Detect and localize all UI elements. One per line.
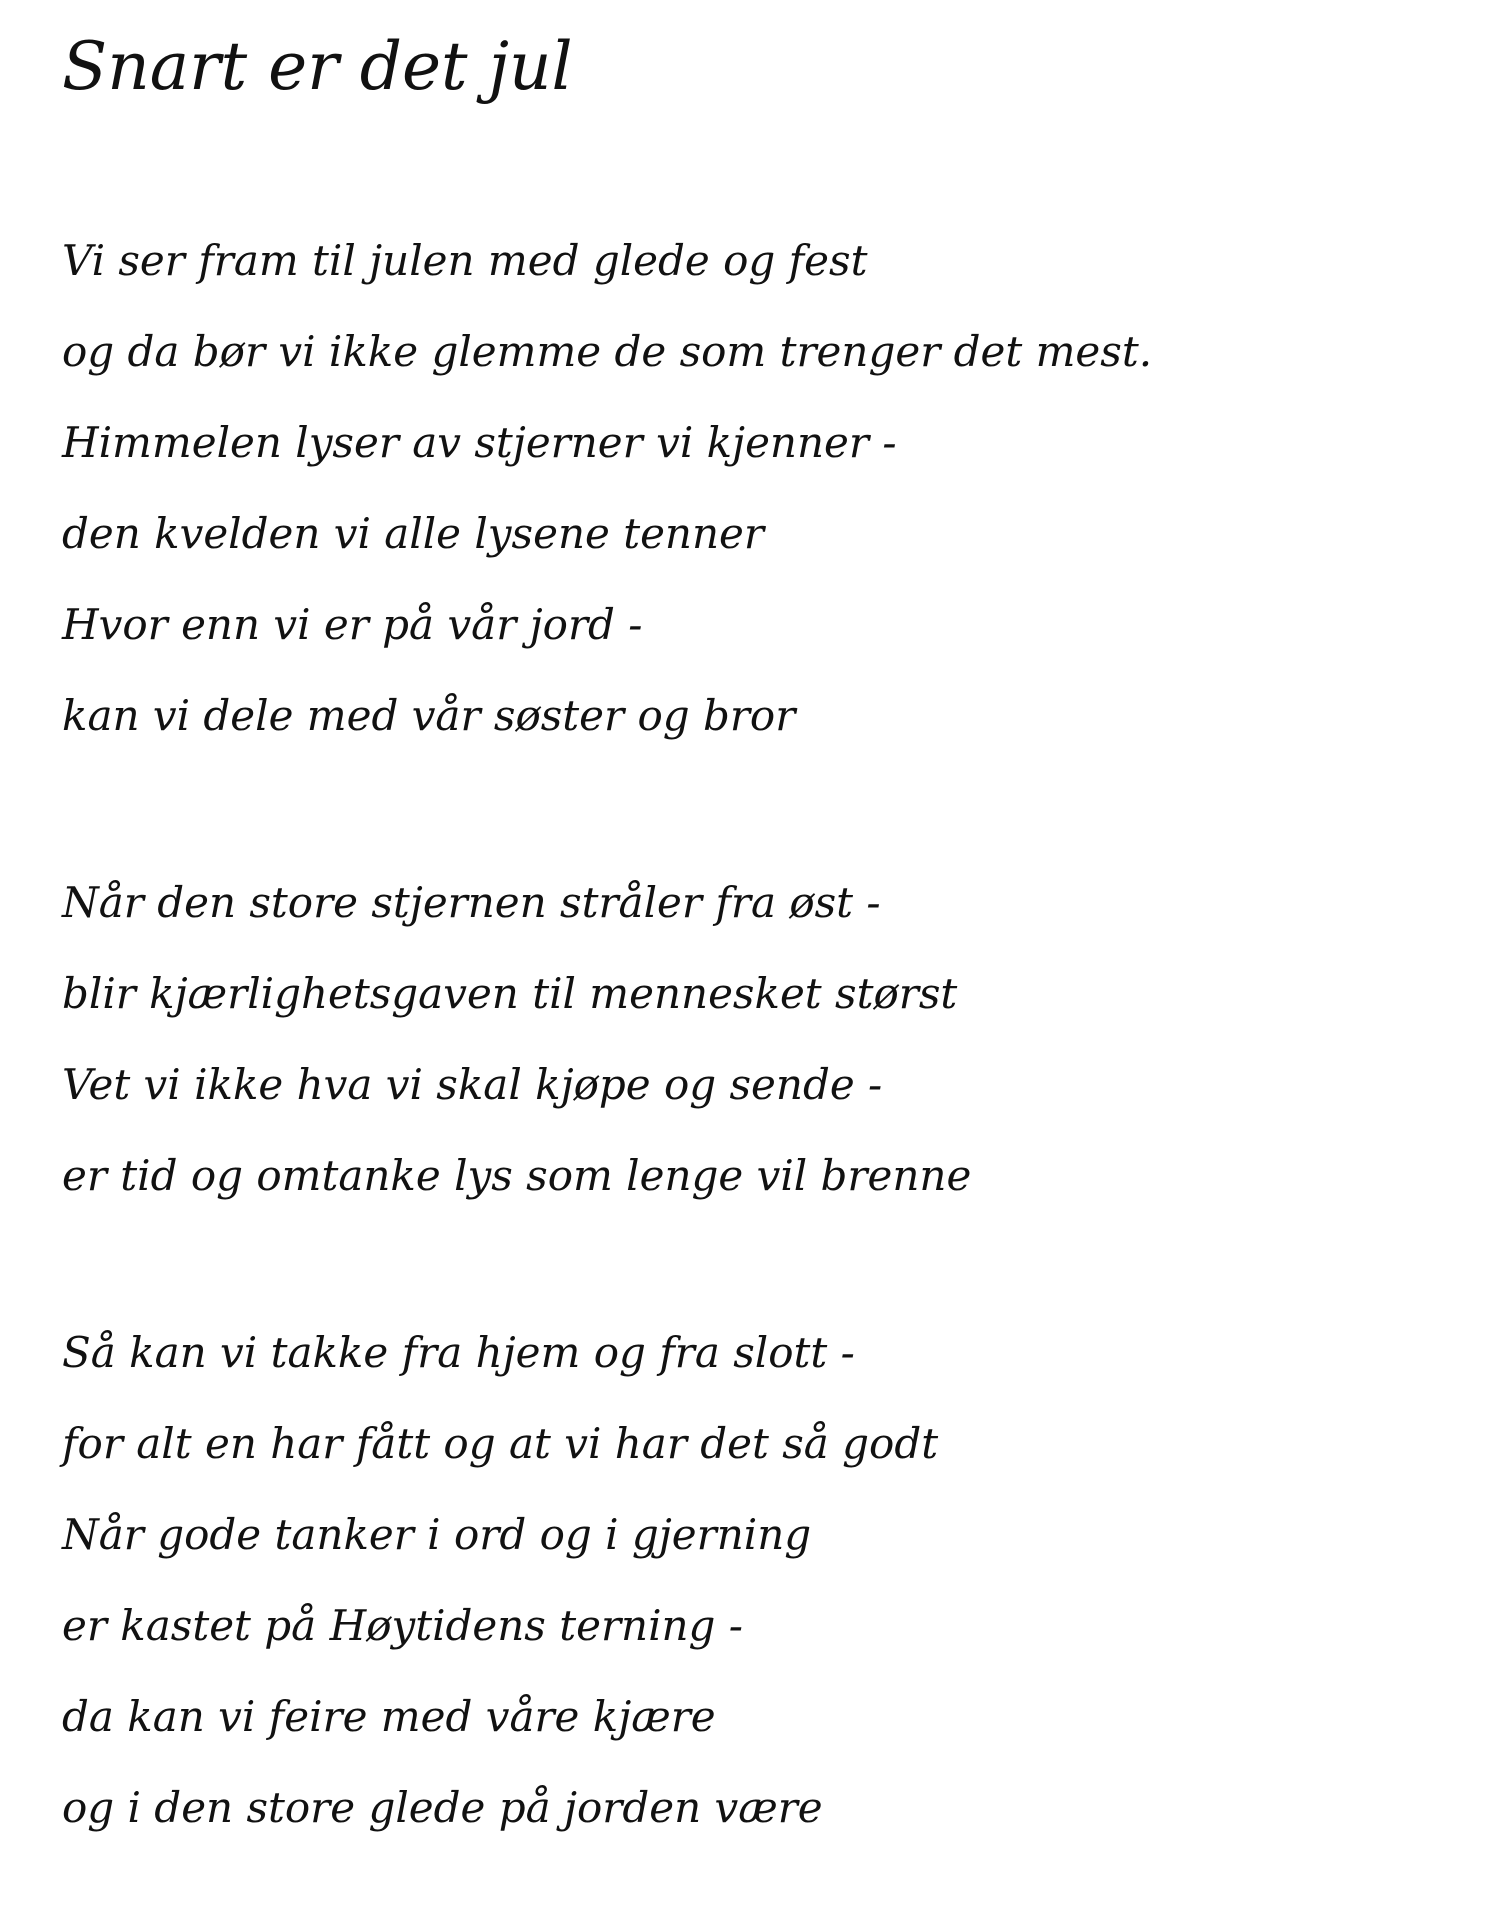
poem-line: den kvelden vi alle lysene tenner	[62, 509, 764, 558]
poem-line: Så kan vi takke fra hjem og fra slott -	[62, 1328, 855, 1377]
poem-line: Vet vi ikke hva vi skal kjøpe og sende -	[62, 1060, 883, 1109]
poem-line: for alt en har fått og at vi har det så godt	[62, 1419, 939, 1468]
poem-line: kan vi dele med vår søster og bror	[62, 691, 796, 740]
poem-title: Snart er det jul	[62, 28, 573, 105]
poem-line: Hvor enn vi er på vår jord -	[62, 600, 643, 649]
poem-line: Himmelen lyser av stjerner vi kjenner -	[62, 418, 897, 467]
poem-line: er kastet på Høytidens terning -	[62, 1601, 743, 1650]
poem-line: blir kjærlighetsgaven til mennesket størst	[62, 969, 958, 1018]
poem-line: da kan vi feire med våre kjære	[62, 1692, 716, 1741]
stanza-1	[62, 215, 1152, 761]
poem-line: Vi ser fram til julen med glede og fest	[62, 236, 868, 285]
poem-line: og da bør vi ikke glemme de som trenger det mest.	[62, 327, 1153, 376]
stanza-3	[62, 1307, 938, 1853]
poem-line: og i den store glede på jorden være	[62, 1783, 823, 1832]
poem-line: er tid og omtanke lys som lenge vil brenne	[62, 1151, 972, 1200]
stanza-2	[62, 857, 971, 1221]
poem-line: Når gode tanker i ord og i gjerning	[62, 1510, 812, 1559]
poem-line: Når den store stjernen stråler fra øst -	[62, 878, 881, 927]
